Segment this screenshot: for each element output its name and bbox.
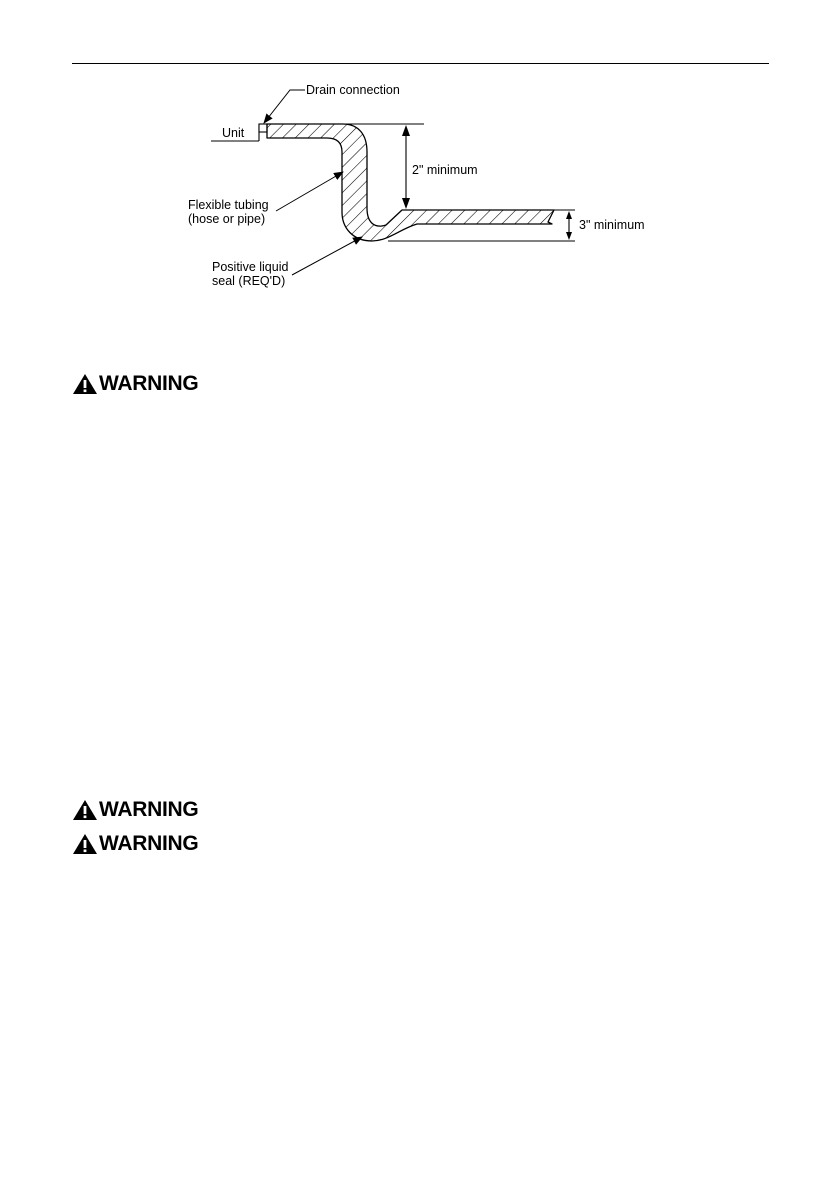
drain-connection-stub <box>259 124 267 132</box>
warning-triangle-icon <box>72 833 98 855</box>
label-drain-connection: Drain connection <box>306 83 400 97</box>
label-flexible-tubing-1: Flexible tubing <box>188 198 269 212</box>
warning-heading-3 <box>72 831 198 857</box>
label-2in-minimum: 2" minimum <box>412 163 478 177</box>
label-liquid-seal-1: Positive liquid <box>212 260 289 274</box>
label-unit: Unit <box>222 126 245 140</box>
warning-heading-1 <box>72 371 198 397</box>
label-liquid-seal-2: seal (REQ'D) <box>212 274 286 288</box>
warning-label: WARNING <box>99 832 199 855</box>
trap-pipe <box>267 124 554 241</box>
drain-trap-diagram <box>0 0 839 320</box>
leader-liquid-seal <box>292 237 362 275</box>
leader-flexible-tubing <box>276 172 343 211</box>
label-3in-minimum: 3" minimum <box>579 218 645 232</box>
warning-heading-2 <box>72 797 198 823</box>
leader-drain-connection <box>264 90 305 123</box>
label-flexible-tubing-2: (hose or pipe) <box>188 212 266 226</box>
warning-label: WARNING <box>99 798 199 821</box>
warning-label: WARNING <box>99 372 199 395</box>
warning-triangle-icon <box>72 799 98 821</box>
warning-triangle-icon <box>72 373 98 395</box>
